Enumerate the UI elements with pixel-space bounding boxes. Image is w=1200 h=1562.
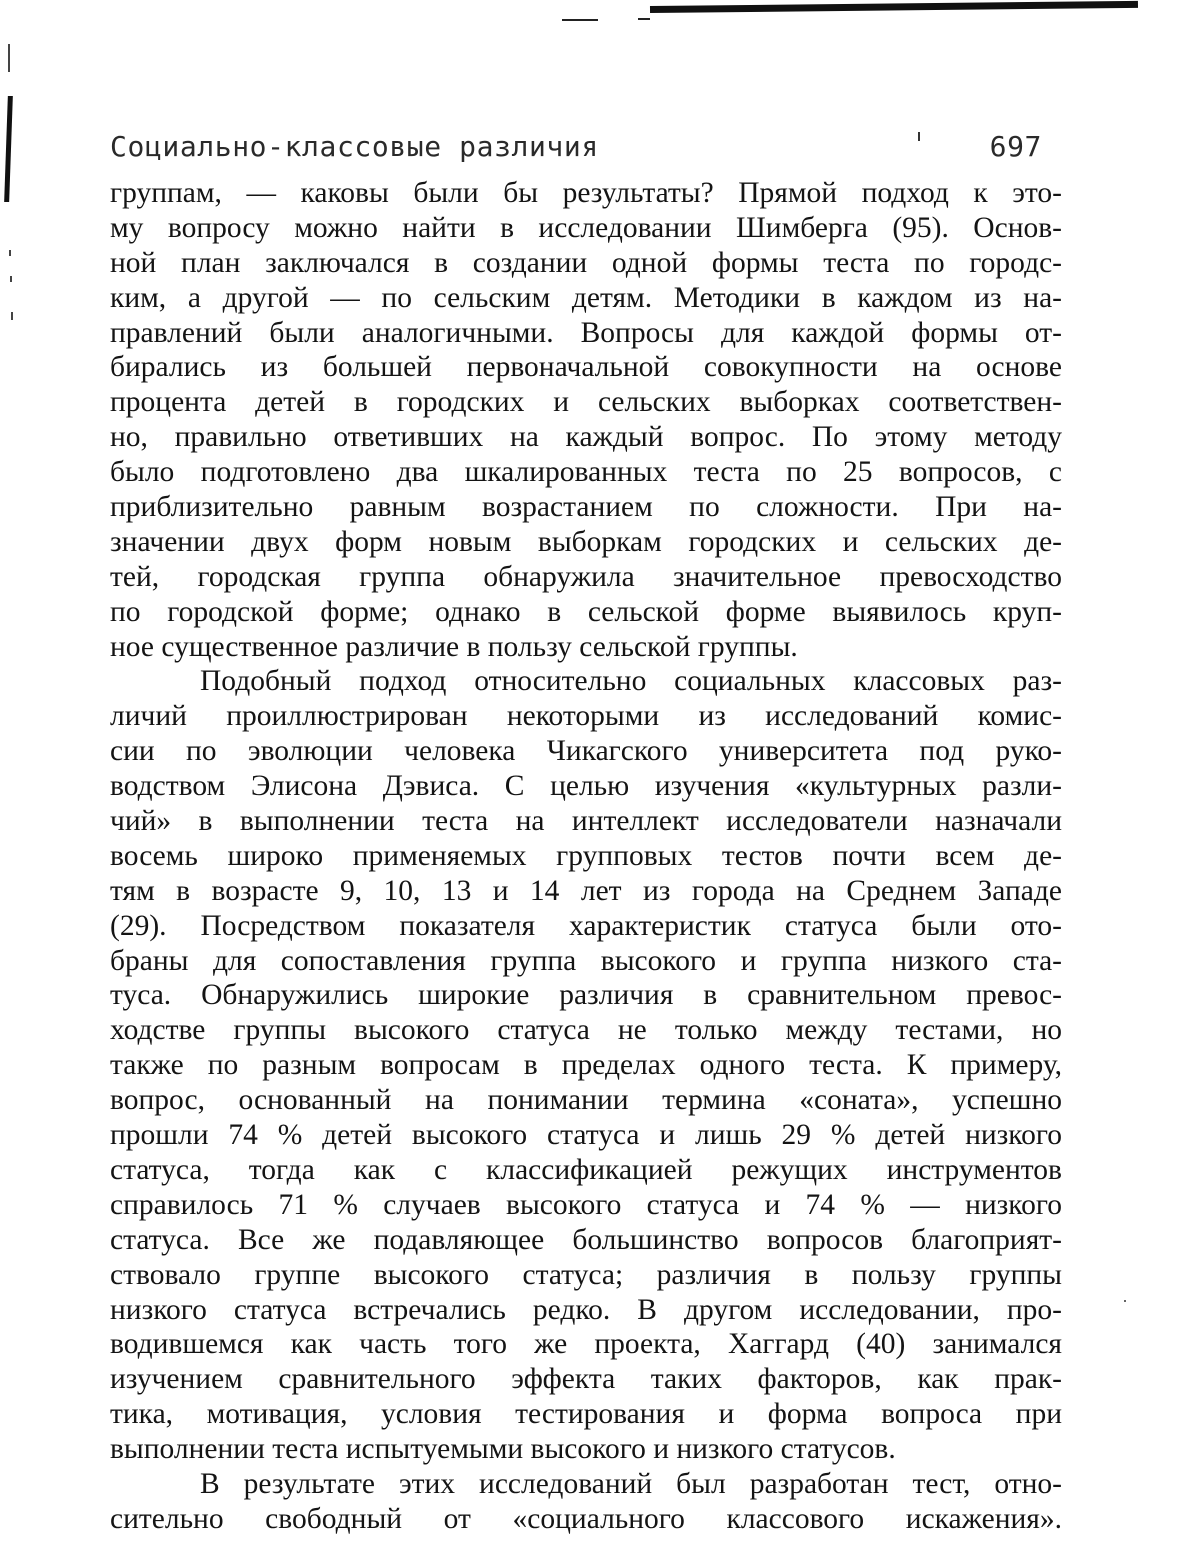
text-line: выполнении теста испытуемыми высокого и низкого статусов. — [110, 1432, 1062, 1467]
text-line: туса. Обнаружились широкие различия в сравнительном превос- — [110, 978, 1062, 1013]
scan-artifact-binding-edge — [4, 96, 13, 202]
scan-artifact-edge-mark — [8, 44, 10, 72]
text-line: статуса. Все же подавляющее большинство вопросов благоприят- — [110, 1223, 1062, 1258]
text-line: было подготовлено два шкалированных теста по 25 вопросов, с — [110, 455, 1062, 490]
text-line: вопрос, основанный на понимании термина «соната», успешно — [110, 1083, 1062, 1118]
text-line: по городской форме; однако в сельской форме выявилось круп- — [110, 595, 1062, 630]
scan-artifact-edge-mark — [10, 276, 12, 282]
text-line: ное существенное различие в пользу сельской группы. — [110, 630, 1062, 665]
text-line: водившемся как часть того же проекта, Хаггард (40) занимался — [110, 1327, 1062, 1362]
scan-artifact-edge-mark — [9, 250, 11, 256]
text-line: браны для сопоставления группа высокого и группа низкого ста- — [110, 944, 1062, 979]
running-head — [110, 130, 1042, 170]
text-line: сии по эволюции человека Чикагского университета под руко- — [110, 734, 1062, 769]
text-line: группам, — каковы были бы результаты? Прямой подход к это- — [110, 176, 1062, 211]
text-line: правлений были аналогичными. Вопросы для каждой формы от- — [110, 316, 1062, 351]
text-line: процента детей в городских и сельских выборках соответствен- — [110, 385, 1062, 420]
text-line: приблизительно равным возрастанием по сложности. При на- — [110, 490, 1062, 525]
text-line: (29). Посредством показателя характеристик статуса были ото- — [110, 909, 1062, 944]
text-line: сительно свободный от «социального классового искажения». — [110, 1502, 1062, 1537]
text-line: му вопросу можно найти в исследовании Шимберга (95). Основ- — [110, 211, 1062, 246]
text-line: значении двух форм новым выборкам городских и сельских де- — [110, 525, 1062, 560]
text-line: бирались из большей первоначальной совокупности на основе — [110, 350, 1062, 385]
text-line: Подобный подход относительно социальных классовых раз- — [110, 664, 1062, 699]
text-line: ствовало группе высокого статуса; различия в пользу группы — [110, 1258, 1062, 1293]
text-line: также по разным вопросам в пределах одного теста. К примеру, — [110, 1048, 1062, 1083]
scan-artifact-top-dash-small — [638, 18, 650, 20]
scan-artifact-top-dash — [562, 19, 598, 21]
page-number: 697 — [990, 130, 1042, 163]
text-line: ходстве группы высокого статуса не только между тестами, но — [110, 1013, 1062, 1048]
text-line: восемь широко применяемых групповых тестов почти всем де- — [110, 839, 1062, 874]
text-line: личий проиллюстрирован некоторыми из исследований комис- — [110, 699, 1062, 734]
paragraph — [110, 176, 1062, 664]
text-line: ким, а другой — по сельским детям. Методики в каждом из на- — [110, 281, 1062, 316]
paragraph — [110, 664, 1062, 1466]
text-line: тям в возрасте 9, 10, 13 и 14 лет из города на Среднем Западе — [110, 874, 1062, 909]
scan-artifact-top-rule — [650, 1, 1138, 13]
text-line: ной план заключался в создании одной формы теста по городс- — [110, 246, 1062, 281]
text-line: справилось 71 % случаев высокого статуса и 74 % — низкого — [110, 1188, 1062, 1223]
paragraph — [110, 1467, 1062, 1537]
text-line: тей, городская группа обнаружила значительное превосходство — [110, 560, 1062, 595]
text-line: но, правильно ответивших на каждый вопрос. По этому методу — [110, 420, 1062, 455]
text-line: прошли 74 % детей высокого статуса и лишь 29 % детей низкого — [110, 1118, 1062, 1153]
scan-artifact-speck — [1124, 1300, 1126, 1302]
scanned-page — [0, 0, 1200, 1562]
text-line: В результате этих исследований был разработан тест, отно- — [110, 1467, 1062, 1502]
text-line: изучением сравнительного эффекта таких факторов, как прак- — [110, 1362, 1062, 1397]
running-title: Социально-классовые различия — [110, 130, 599, 163]
text-line: водством Элисона Дэвиса. С целью изучения «культурных разли- — [110, 769, 1062, 804]
body-text — [110, 176, 1062, 1537]
scan-artifact-edge-mark — [11, 312, 13, 320]
text-line: статуса, тогда как с классификацией режущих инструментов — [110, 1153, 1062, 1188]
text-line: чий» в выполнении теста на интеллект исследователи назначали — [110, 804, 1062, 839]
text-line: низкого статуса встречались редко. В другом исследовании, про- — [110, 1293, 1062, 1328]
text-line: тика, мотивация, условия тестирования и форма вопроса при — [110, 1397, 1062, 1432]
